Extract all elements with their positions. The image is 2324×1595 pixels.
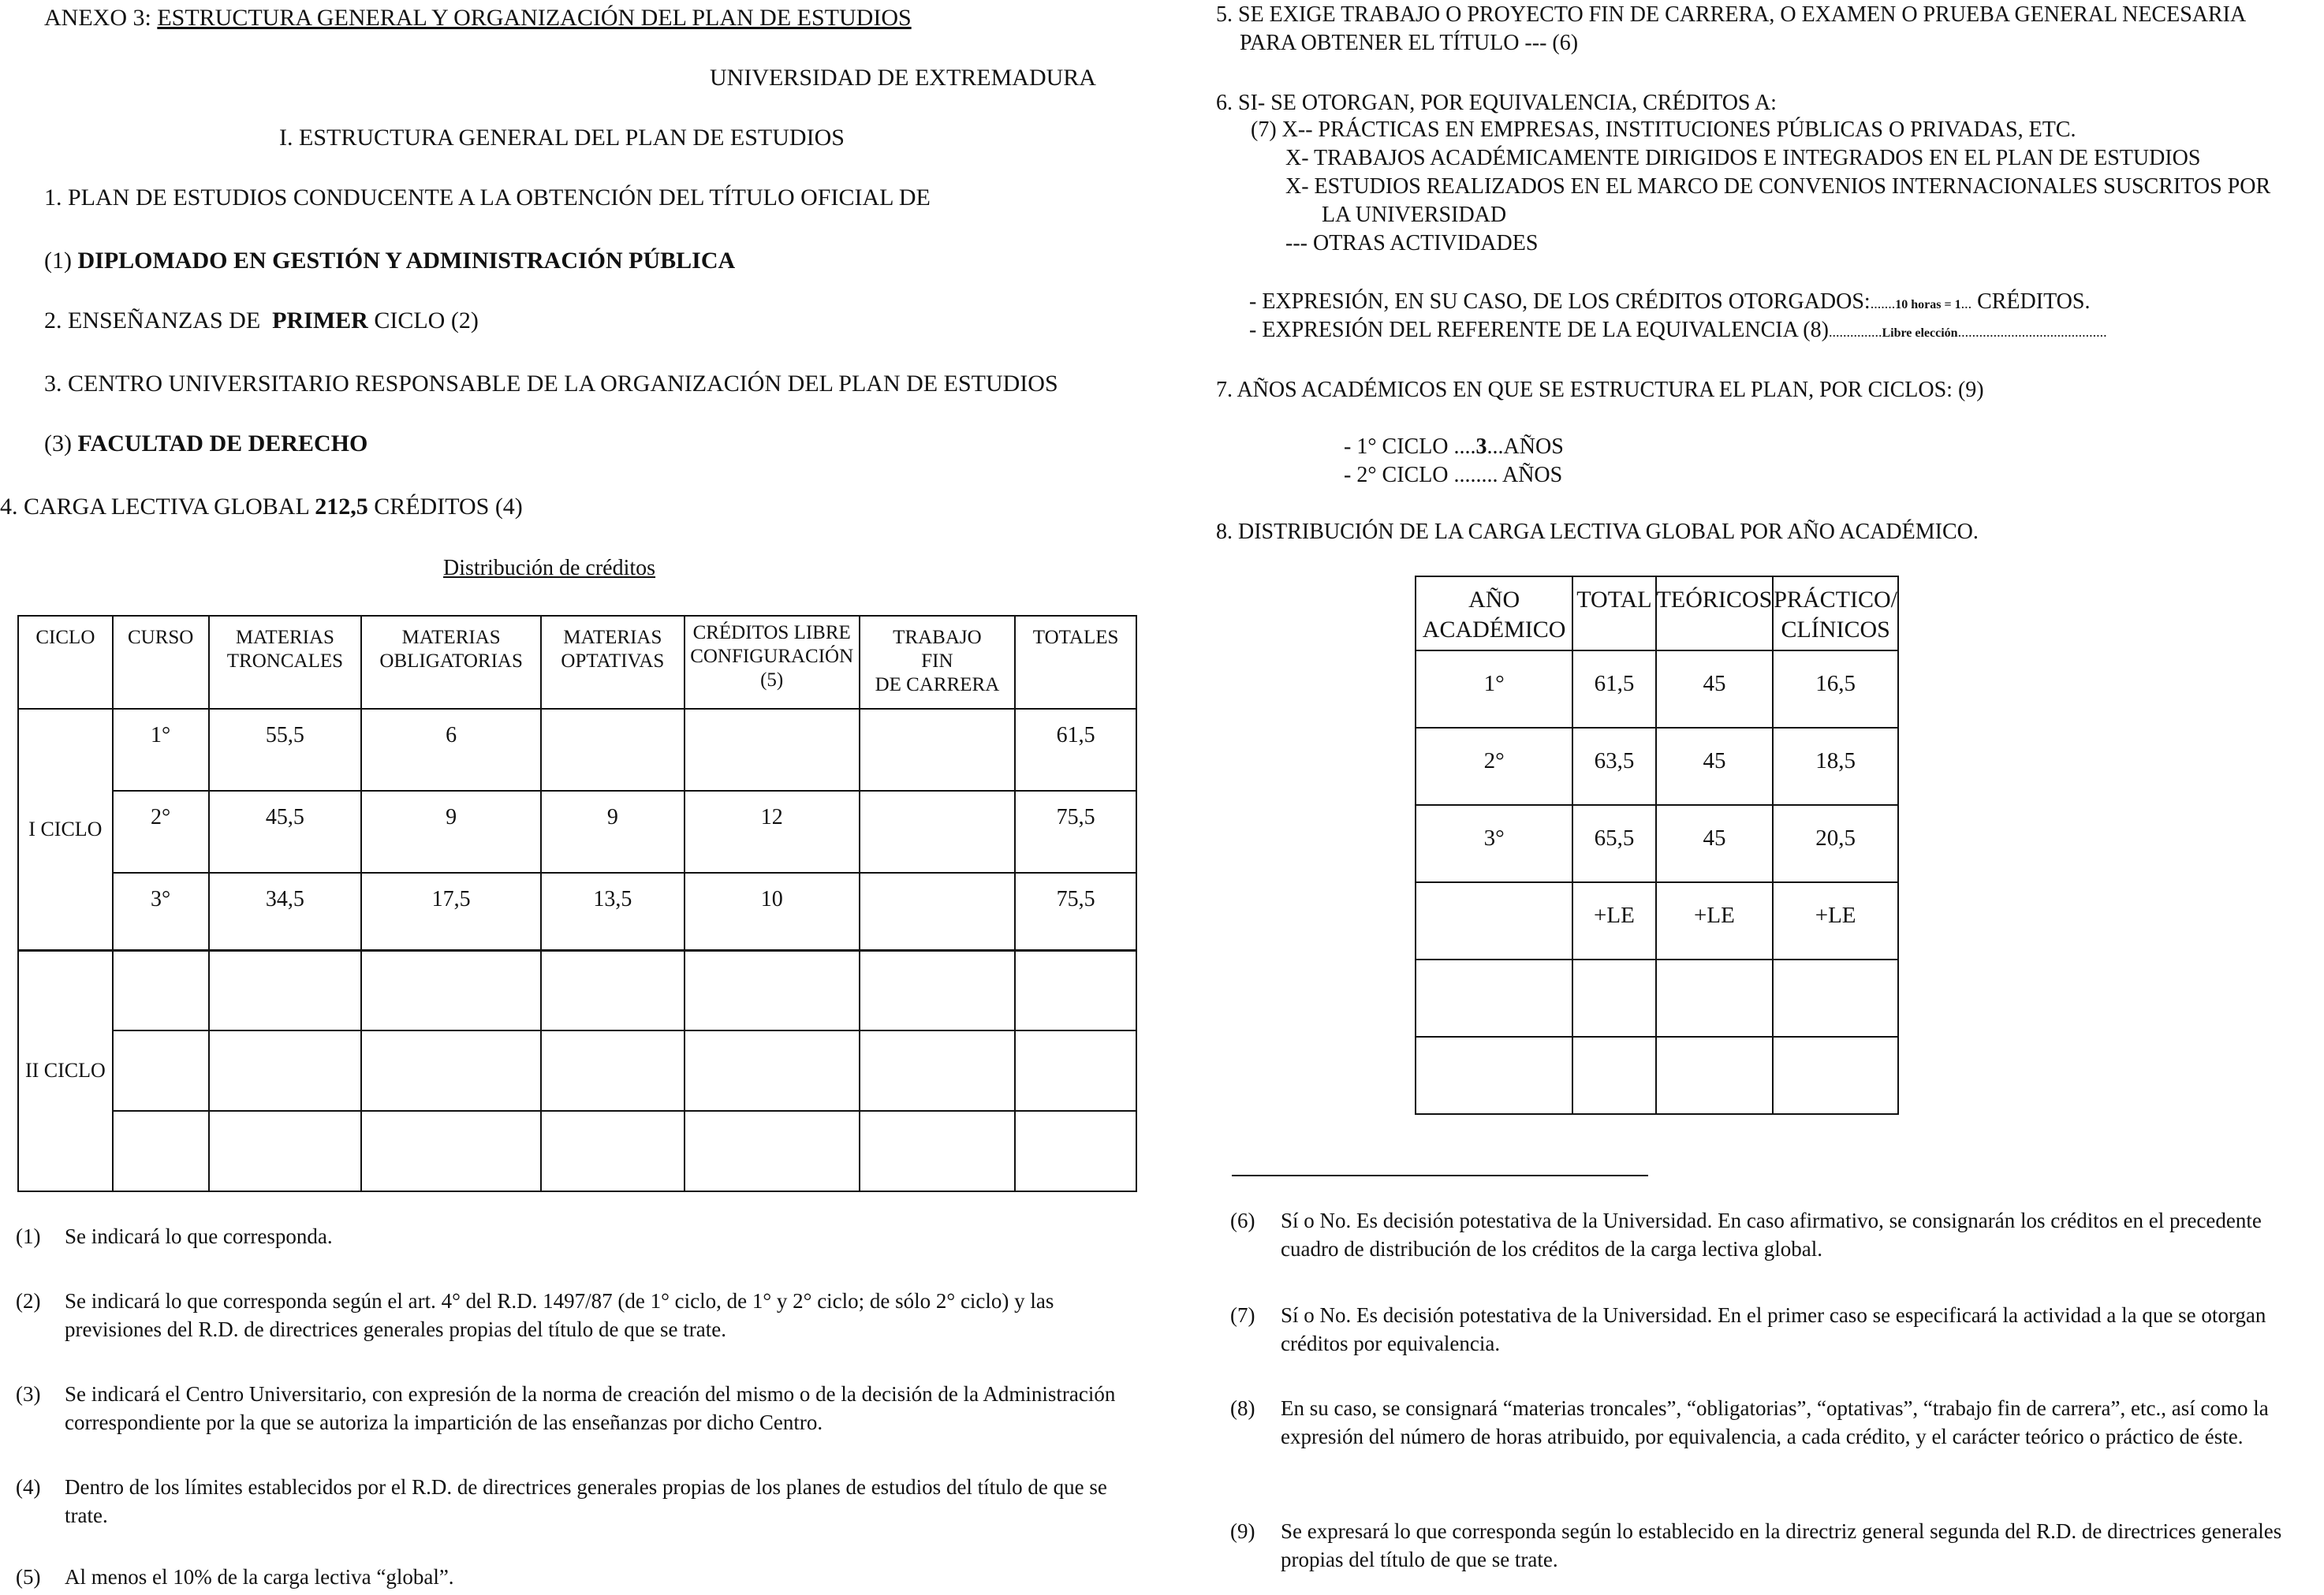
expression-credits-value: 10 horas = 1 <box>1895 298 1961 311</box>
ciclo-2-years: - 2° CICLO ........ AÑOS <box>1344 463 1563 487</box>
table-row <box>1416 728 1898 805</box>
item-6-option-d: --- OTRAS ACTIVIDADES <box>1285 231 1539 255</box>
cell-troncales: 55,5 <box>209 709 362 791</box>
ciclo-1-years: - 1° CICLO ....3...AÑOS <box>1344 434 1564 459</box>
cell-anio: 2° <box>1416 728 1572 805</box>
cell-anio <box>1416 882 1572 960</box>
cell-libre: 10 <box>685 873 860 950</box>
cell-total: 63,5 <box>1572 728 1655 805</box>
item-4-suffix: CRÉDITOS (4) <box>374 494 523 520</box>
cell-trabajo <box>860 873 1016 950</box>
table-row <box>1416 882 1898 960</box>
footnote-separator <box>1232 1175 1648 1176</box>
item-2-cycle <box>44 306 479 336</box>
ciclo-2-label: II CICLO <box>18 950 113 1191</box>
col-curso: CURSO <box>113 616 209 709</box>
col-trabajo: TRABAJO FIN DE CARRERA <box>860 616 1016 709</box>
item-6-option-a: (7) X-- PRÁCTICAS EN EMPRESAS, INSTITUCIONES PÚBLICAS O PRIVADAS, ETC. <box>1251 117 2076 142</box>
footnote-2: (2) Se indicará lo que corresponda según el art. 4° del R.D. 1497/87 (de 1° ciclo, de 1° y 2° ciclo; de sólo 2° ciclo) y las previsiones del R.D. de directrices generales propias del título de que se trate. <box>16 1289 1054 1341</box>
annual-load-table <box>1415 576 1899 1115</box>
cell-totales: 75,5 <box>1015 873 1136 950</box>
expression-credits: - EXPRESIÓN, EN SU CASO, DE LOS CRÉDITOS OTORGADOS:.......10 horas = 1... CRÉDITOS. <box>1249 289 2091 314</box>
item-6-option-c-cont: LA UNIVERSIDAD <box>1322 203 1507 227</box>
degree-name: DIPLOMADO EN GESTIÓN Y ADMINISTRACIÓN PÚBLICA <box>77 248 736 274</box>
distribution-title: Distribución de créditos <box>443 556 656 580</box>
footnote-1: (1) Se indicará lo que corresponda. <box>16 1224 333 1248</box>
cell-total: +LE <box>1572 882 1655 960</box>
table-row <box>18 873 1136 950</box>
table-row <box>18 1111 1136 1191</box>
cell-obligatorias: 6 <box>361 709 541 791</box>
col-obligatorias: MATERIAS OBLIGATORIAS <box>361 616 541 709</box>
table-row <box>1416 805 1898 882</box>
col-libre: CRÉDITOS LIBRE CONFIGURACIÓN (5) <box>685 616 860 709</box>
table-row <box>1416 650 1898 728</box>
table-row <box>1416 1037 1898 1114</box>
item-1-ref: (1) <box>44 248 72 274</box>
cell-teoricos: 45 <box>1656 805 1774 882</box>
item-4-value: 212,5 <box>315 494 368 520</box>
item-2-suffix: CICLO (2) <box>374 307 479 334</box>
cell-trabajo <box>860 709 1016 791</box>
cell-optativas: 13,5 <box>541 873 685 950</box>
expression-equivalence-value: Libre elección <box>1882 326 1958 340</box>
cell-troncales: 45,5 <box>209 791 362 873</box>
footnote-8: (8) En su caso, se consignará “materias troncales”, “obligatorias”, “optativas”, “trabajo fin de carrera”, etc., así como la expresión del número de horas atribuido, por equivalencia, a cada crédito, y el carácter teórico o práctico de éste. <box>1230 1396 2269 1448</box>
cell-optativas <box>541 709 685 791</box>
cell-curso: 2° <box>113 791 209 873</box>
item-5-line-1: 5. SE EXIGE TRABAJO O PROYECTO FIN DE CARRERA, O EXAMEN O PRUEBA GENERAL NECESARIA <box>1216 2 2247 27</box>
expression-equivalence: - EXPRESIÓN DEL REFERENTE DE LA EQUIVALENCIA (8)...............Libre elección.......................................... <box>1249 318 2107 342</box>
table-row <box>18 791 1136 873</box>
annual-header-row <box>1416 576 1898 650</box>
col-practicos: PRÁCTICO/ CLÍNICOS <box>1773 576 1898 650</box>
cell-total: 65,5 <box>1572 805 1655 882</box>
col-totales: TOTALES <box>1015 616 1136 709</box>
item-3-ref: (3) <box>44 430 72 457</box>
item-6-title: 6. SI- SE OTORGAN, POR EQUIVALENCIA, CRÉDITOS A: <box>1216 91 1777 115</box>
col-anio: AÑO ACADÉMICO <box>1416 576 1572 650</box>
item-3-faculty <box>44 429 367 459</box>
credits-table <box>17 615 1137 1192</box>
col-teoricos: TEÓRICOS <box>1656 576 1774 650</box>
university-name: UNIVERSIDAD DE EXTREMADURA <box>710 65 1096 91</box>
cell-totales: 75,5 <box>1015 791 1136 873</box>
cell-teoricos: 45 <box>1656 650 1774 728</box>
item-1-degree <box>44 246 735 276</box>
footnote-7: (7) Sí o No. Es decisión potestativa de la Universidad. En el primer caso se especificará la actividad a la que se otorgan créditos por equivalencia. <box>1230 1303 2266 1355</box>
table-row <box>18 1030 1136 1111</box>
footnote-4: (4) Dentro de los límites establecidos por el R.D. de directrices generales propias de los planes de estudios del título de que se trate. <box>16 1475 1107 1527</box>
annex-prefix: ANEXO 3: <box>44 5 151 31</box>
col-optativas: MATERIAS OPTATIVAS <box>541 616 685 709</box>
col-ciclo: CICLO <box>18 616 113 709</box>
table-row <box>18 950 1136 1030</box>
cell-total: 61,5 <box>1572 650 1655 728</box>
item-8-title: 8. DISTRIBUCIÓN DE LA CARGA LECTIVA GLOBAL POR AÑO ACADÉMICO. <box>1216 520 1979 544</box>
item-2-label: 2. ENSEÑANZAS DE <box>44 307 261 334</box>
col-troncales: MATERIAS TRONCALES <box>209 616 362 709</box>
table-row <box>1416 960 1898 1037</box>
annex-heading <box>44 3 912 33</box>
item-1-title-request: 1. PLAN DE ESTUDIOS CONDUCENTE A LA OBTENCIÓN DEL TÍTULO OFICIAL DE <box>44 184 931 211</box>
footnote-5: (5) Al menos el 10% de la carga lectiva “global”. <box>16 1565 454 1589</box>
item-4-label: 4. CARGA LECTIVA GLOBAL <box>0 494 309 520</box>
cell-teoricos: +LE <box>1656 882 1774 960</box>
cell-obligatorias: 9 <box>361 791 541 873</box>
cell-curso: 3° <box>113 873 209 950</box>
item-6-option-b: X- TRABAJOS ACADÉMICAMENTE DIRIGIDOS E INTEGRADOS EN EL PLAN DE ESTUDIOS <box>1285 146 2201 170</box>
item-5-line-2: PARA OBTENER EL TÍTULO --- (6) <box>1240 31 1579 55</box>
item-7-title: 7. AÑOS ACADÉMICOS EN QUE SE ESTRUCTURA EL PLAN, POR CICLOS: (9) <box>1216 378 1984 402</box>
col-total: TOTAL <box>1572 576 1655 650</box>
cell-troncales: 34,5 <box>209 873 362 950</box>
cell-libre <box>685 709 860 791</box>
item-2-value: PRIMER <box>272 307 368 334</box>
annex-title: ESTRUCTURA GENERAL Y ORGANIZACIÓN DEL PLAN DE ESTUDIOS <box>157 5 912 31</box>
cell-anio: 3° <box>1416 805 1572 882</box>
faculty-name: FACULTAD DE DERECHO <box>77 430 368 457</box>
footnote-9: (9) Se expresará lo que corresponda según lo establecido en la directriz general segunda del R.D. de directrices generales propias del título de que se trate. <box>1230 1519 2282 1571</box>
ciclo-1-label: I CICLO <box>18 709 113 950</box>
cell-libre: 12 <box>685 791 860 873</box>
footnote-3: (3) Se indicará el Centro Universitario, con expresión de la norma de creación del mismo o de la decisión de la Administración correspondiente por la que se autoriza la impartición de las enseñanzas por dicho Centro. <box>16 1382 1116 1434</box>
cell-anio: 1° <box>1416 650 1572 728</box>
cell-obligatorias: 17,5 <box>361 873 541 950</box>
item-3-center: 3. CENTRO UNIVERSITARIO RESPONSABLE DE LA ORGANIZACIÓN DEL PLAN DE ESTUDIOS <box>44 371 1058 397</box>
cell-totales: 61,5 <box>1015 709 1136 791</box>
item-6-option-c: X- ESTUDIOS REALIZADOS EN EL MARCO DE CONVENIOS INTERNACIONALES SUSCRITOS POR <box>1285 174 2271 199</box>
item-4-load <box>0 492 523 522</box>
cell-optativas: 9 <box>541 791 685 873</box>
cell-practicos: 16,5 <box>1773 650 1898 728</box>
cell-practicos: +LE <box>1773 882 1898 960</box>
table-row <box>18 709 1136 791</box>
credits-header-row <box>18 616 1136 709</box>
section-title: I. ESTRUCTURA GENERAL DEL PLAN DE ESTUDIOS <box>279 125 845 151</box>
cell-curso: 1° <box>113 709 209 791</box>
ciclo-1-years-value: 3 <box>1475 434 1487 459</box>
cell-practicos: 20,5 <box>1773 805 1898 882</box>
footnote-6: (6) Sí o No. Es decisión potestativa de la Universidad. En caso afirmativo, se consignarán los créditos en el precedente cuadro de distribución de los créditos de la carga lectiva global. <box>1230 1209 2262 1261</box>
cell-practicos: 18,5 <box>1773 728 1898 805</box>
cell-teoricos: 45 <box>1656 728 1774 805</box>
cell-trabajo <box>860 791 1016 873</box>
